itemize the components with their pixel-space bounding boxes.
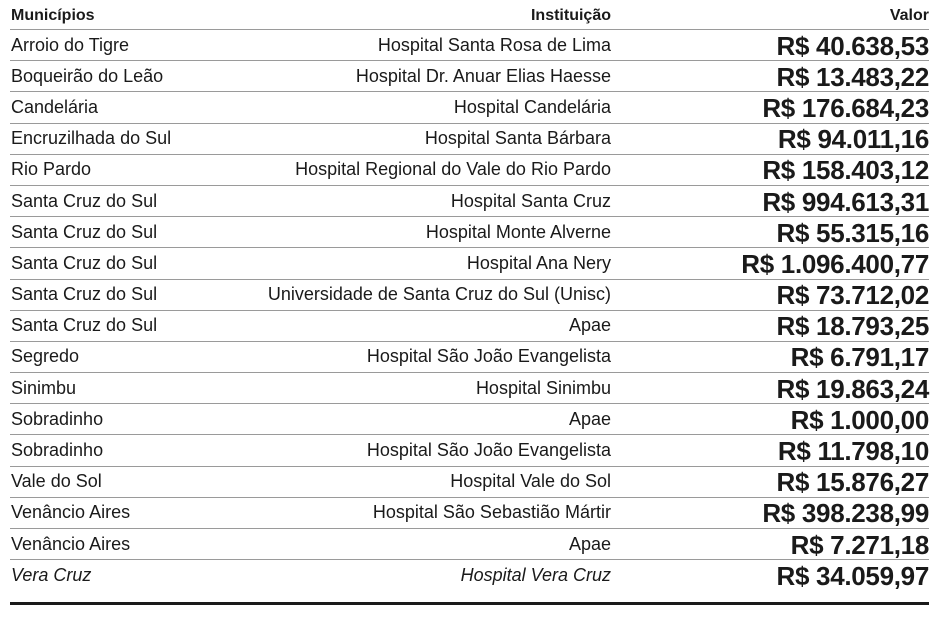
valor-text: R$ 18.793,25 (776, 311, 929, 342)
municipio-cell: Rio Pardo (11, 159, 92, 180)
municipio-cell: Venâncio Aires (11, 502, 131, 523)
municipio-cell: Santa Cruz do Sul (11, 252, 158, 273)
municipio-cell: Segredo (11, 346, 80, 367)
valor-cell (611, 466, 929, 497)
table-row (10, 30, 929, 61)
valor-cell (611, 560, 929, 591)
valor-cell (611, 186, 929, 217)
valor-text: R$ 73.712,02 (776, 280, 929, 311)
table-row (10, 217, 929, 248)
valor-text: R$ 176.684,23 (762, 92, 929, 123)
table-row (10, 342, 929, 373)
municipio-cell: Vera Cruz (11, 565, 92, 586)
instituicao-cell: Hospital Vera Cruz (460, 565, 611, 586)
valor-cell (611, 30, 929, 61)
valor-text: R$ 994.613,31 (762, 186, 929, 217)
table-row (10, 248, 929, 279)
valor-cell (611, 373, 929, 404)
valor-text: R$ 158.403,12 (762, 155, 929, 186)
table-row (10, 92, 929, 123)
instituicao-cell: Universidade de Santa Cruz do Sul (Unisc) (267, 284, 611, 305)
instituicao-cell: Hospital Santa Rosa de Lima (377, 34, 611, 55)
valor-text: R$ 13.483,22 (776, 61, 929, 92)
instituicao-cell: Hospital Ana Nery (466, 252, 611, 273)
instituicao-cell: Hospital Regional do Vale do Rio Pardo (295, 159, 611, 180)
valor-text: R$ 11.798,10 (777, 436, 929, 467)
municipio-cell: Venâncio Aires (11, 533, 131, 554)
table-row (10, 373, 929, 404)
table-row (10, 560, 929, 591)
instituicao-cell: Hospital Monte Alverne (425, 221, 611, 242)
valor-text: R$ 15.876,27 (776, 467, 929, 498)
table-row (10, 124, 929, 155)
valor-text: R$ 94.011,16 (777, 124, 929, 155)
table-row (10, 186, 929, 217)
valor-cell (611, 341, 929, 372)
valor-text: R$ 6.791,17 (790, 342, 929, 373)
table-row (10, 435, 929, 466)
valor-text: R$ 1.096.400,77 (741, 248, 929, 279)
valor-cell (611, 217, 929, 248)
municipio-cell: Candelária (11, 96, 99, 117)
table-row (10, 280, 929, 311)
instituicao-cell: Hospital São João Evangelista (366, 346, 611, 367)
instituicao-cell: Hospital São Sebastião Mártir (372, 502, 611, 523)
instituicao-cell: Hospital São João Evangelista (366, 440, 611, 461)
table-row (10, 529, 929, 560)
municipio-cell: Santa Cruz do Sul (11, 315, 158, 336)
municipio-cell: Sobradinho (11, 440, 104, 461)
valor-cell (611, 61, 929, 92)
table-header (10, 3, 929, 30)
instituicao-cell: Hospital Dr. Anuar Elias Haesse (355, 65, 611, 86)
instituicao-cell: Hospital Vale do Sol (450, 471, 611, 492)
valor-cell (611, 404, 929, 435)
municipio-cell: Santa Cruz do Sul (11, 221, 158, 242)
instituicao-cell: Apae (568, 533, 611, 554)
valor-text: R$ 1.000,00 (790, 404, 929, 435)
table-row (10, 467, 929, 498)
valor-cell (611, 154, 929, 185)
header-instituicao: Instituição (530, 7, 611, 24)
valor-cell (611, 279, 929, 310)
table-row (10, 155, 929, 186)
bottom-rule (10, 602, 929, 605)
header-valor: Valor (889, 7, 929, 24)
valor-cell (611, 529, 929, 560)
table-row (10, 311, 929, 342)
valor-text: R$ 34.059,97 (776, 561, 929, 592)
valor-cell (611, 92, 929, 123)
municipio-cell: Sinimbu (11, 377, 77, 398)
valor-text: R$ 19.863,24 (776, 373, 929, 404)
municipio-cell: Boqueirão do Leão (11, 65, 164, 86)
instituicao-cell: Hospital Candelária (453, 96, 611, 117)
municipio-cell: Santa Cruz do Sul (11, 190, 158, 211)
valor-text: R$ 55.315,16 (776, 217, 929, 248)
valor-cell (611, 310, 929, 341)
valor-cell (611, 435, 929, 466)
valor-text: R$ 7.271,18 (790, 529, 929, 560)
table-row (10, 61, 929, 92)
valor-cell (611, 123, 929, 154)
valor-text: R$ 398.238,99 (762, 498, 929, 529)
municipio-cell: Vale do Sol (11, 471, 102, 492)
municipio-cell: Encruzilhada do Sul (11, 128, 172, 149)
instituicao-cell: Hospital Sinimbu (475, 377, 611, 398)
values-table (10, 3, 929, 591)
municipio-cell: Sobradinho (11, 408, 104, 429)
header-municipios: Municípios (11, 7, 95, 24)
municipio-cell: Santa Cruz do Sul (11, 284, 158, 305)
table-row (10, 498, 929, 529)
table-row (10, 404, 929, 435)
valor-text: R$ 40.638,53 (776, 30, 929, 61)
valor-cell (611, 497, 929, 528)
instituicao-cell: Hospital Santa Bárbara (424, 128, 611, 149)
municipio-cell: Arroio do Tigre (11, 34, 130, 55)
instituicao-cell: Apae (568, 408, 611, 429)
instituicao-cell: Hospital Santa Cruz (450, 190, 611, 211)
instituicao-cell: Apae (568, 315, 611, 336)
valor-cell (611, 248, 929, 279)
